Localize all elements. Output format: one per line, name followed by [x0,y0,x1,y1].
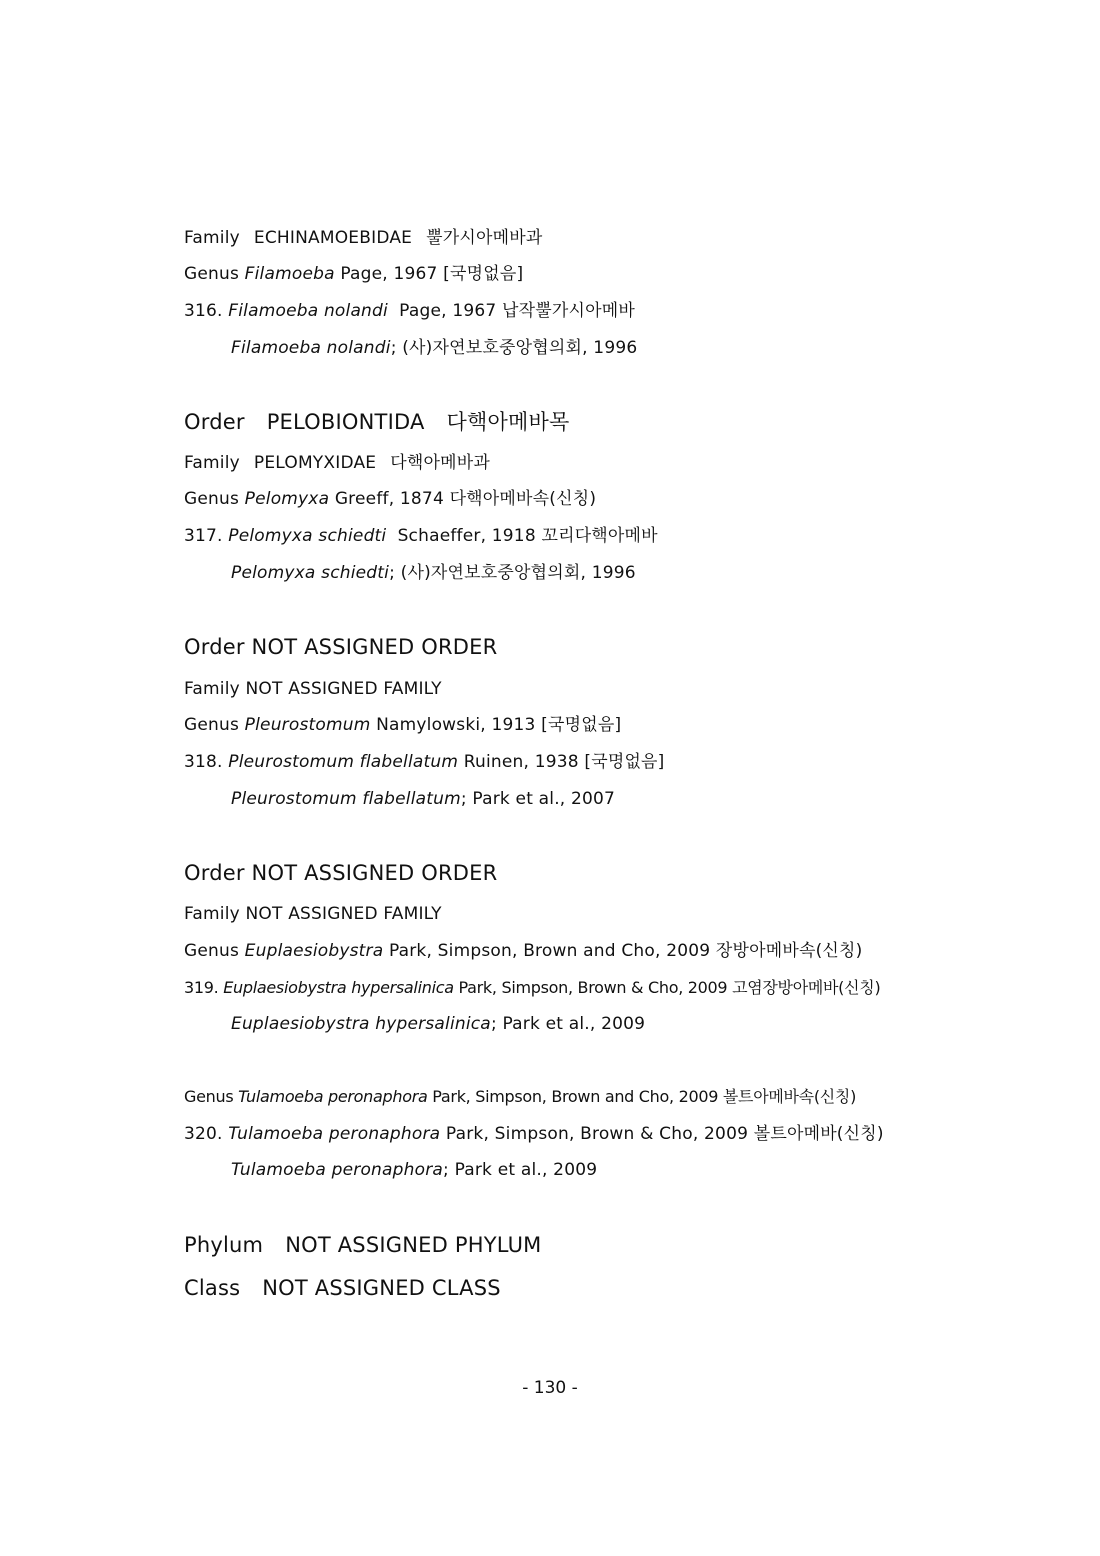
family-heading-pelomyxidae [184,451,490,475]
family-heading-not-assigned: Family NOT ASSIGNED FAMILY [184,679,442,699]
authority: Park, Simpson, Brown and Cho, 2009 장방아메바속(신칭) [388,941,863,961]
citation: ; Park et al., 2009 [490,1014,646,1034]
genus-name: Euplaesiobystra [244,941,384,961]
species-name: Euplaesiobystra hypersalinica [231,1014,491,1034]
species-entry-316 [184,299,635,323]
authority: Ruinen, 1938 [국명없음] [463,752,665,772]
genus-name: Pleurostomum [244,715,371,735]
authority: Park, Simpson, Brown & Cho, 2009 볼트아메바(신칭) [445,1124,884,1144]
rank-label: Class [184,1276,241,1300]
order-heading-not-assigned: Order NOT ASSIGNED ORDER [184,635,498,659]
phylum-heading-not-assigned [184,1231,542,1259]
korean-name: 다핵아메바목 [446,410,570,434]
authority: Schaeffer, 1918 꼬리다핵아메바 [397,526,658,546]
citation: ; Park et al., 2009 [443,1160,598,1180]
genus-name: Pelomyxa [244,489,330,509]
genus-euplaesiobystra [184,939,863,963]
species-number: 316. [184,301,223,321]
reference-318 [231,787,615,811]
authority: Namylowski, 1913 [국명없음] [376,715,622,735]
species-entry-320 [184,1122,884,1146]
reference-320 [231,1158,597,1182]
species-entry-319 [184,976,880,1000]
rank-label: Family [184,228,240,248]
page-number: - 130 - [522,1378,578,1398]
rank-label: Phylum [184,1233,264,1257]
authority: Page, 1967 납작뿔가시아메바 [399,301,635,321]
family-heading-echinamoebidae [184,226,542,250]
genus-filamoeba [184,262,523,286]
genus-pleurostomum [184,713,621,737]
taxon-name: PELOBIONTIDA [266,410,425,434]
authority: Park, Simpson, Brown and Cho, 2009 볼트아메바속(신칭) [432,1087,857,1106]
family-heading-not-assigned-2: Family NOT ASSIGNED FAMILY [184,904,442,924]
species-number: 318. [184,752,223,772]
species-number: 317. [184,526,223,546]
genus-pelomyxa [184,487,596,511]
species-name: Pleurostomum flabellatum [228,752,459,772]
rank-label: Genus [184,489,240,509]
species-name: Pelomyxa schiedti [231,563,390,583]
citation: ; Park et al., 2007 [460,789,616,809]
genus-name: Filamoeba [244,264,335,284]
rank-label: Genus [184,1087,234,1106]
korean-name: 다핵아메바과 [390,453,490,473]
species-name: Filamoeba nolandi [228,301,388,321]
reference-319 [231,1012,645,1036]
taxon-name: ECHINAMOEBIDAE [253,228,413,248]
citation: ; (사)자연보호중앙협의회, 1996 [390,338,638,358]
species-name: Tulamoeba peronaphora [228,1124,441,1144]
genus-tulamoeba [184,1085,856,1109]
taxon-name: NOT ASSIGNED CLASS [262,1276,501,1300]
rank-label: Genus [184,715,240,735]
species-name: Tulamoeba peronaphora [231,1160,444,1180]
order-heading-not-assigned-2: Order NOT ASSIGNED ORDER [184,861,498,885]
species-name: Euplaesiobystra hypersalinica [223,978,454,997]
rank-label: Family [184,453,240,473]
authority: Park, Simpson, Brown & Cho, 2009 고염장방아메바(신칭) [458,978,881,997]
genus-name: Tulamoeba peronaphora [238,1087,428,1106]
reference-316 [231,336,637,360]
order-heading-pelobiontida [184,408,569,436]
authority: Greeff, 1874 다핵아메바속(신칭) [334,489,597,509]
species-name: Pelomyxa schiedti [228,526,387,546]
korean-name: 뿔가시아메바과 [426,228,543,248]
rank-label: Order [184,410,245,434]
rank-label: Genus [184,264,240,284]
species-name: Filamoeba nolandi [231,338,391,358]
species-entry-318 [184,750,665,774]
species-number: 320. [184,1124,223,1144]
citation: ; (사)자연보호중앙협의회, 1996 [389,563,636,583]
class-heading-not-assigned [184,1274,501,1302]
species-entry-317 [184,524,658,548]
taxon-name: PELOMYXIDAE [253,453,377,473]
species-name: Pleurostomum flabellatum [231,789,461,809]
reference-317 [231,561,636,585]
authority: Page, 1967 [국명없음] [340,264,524,284]
rank-label: Genus [184,941,240,961]
taxon-name: NOT ASSIGNED PHYLUM [285,1233,542,1257]
species-number: 319. [184,978,219,997]
